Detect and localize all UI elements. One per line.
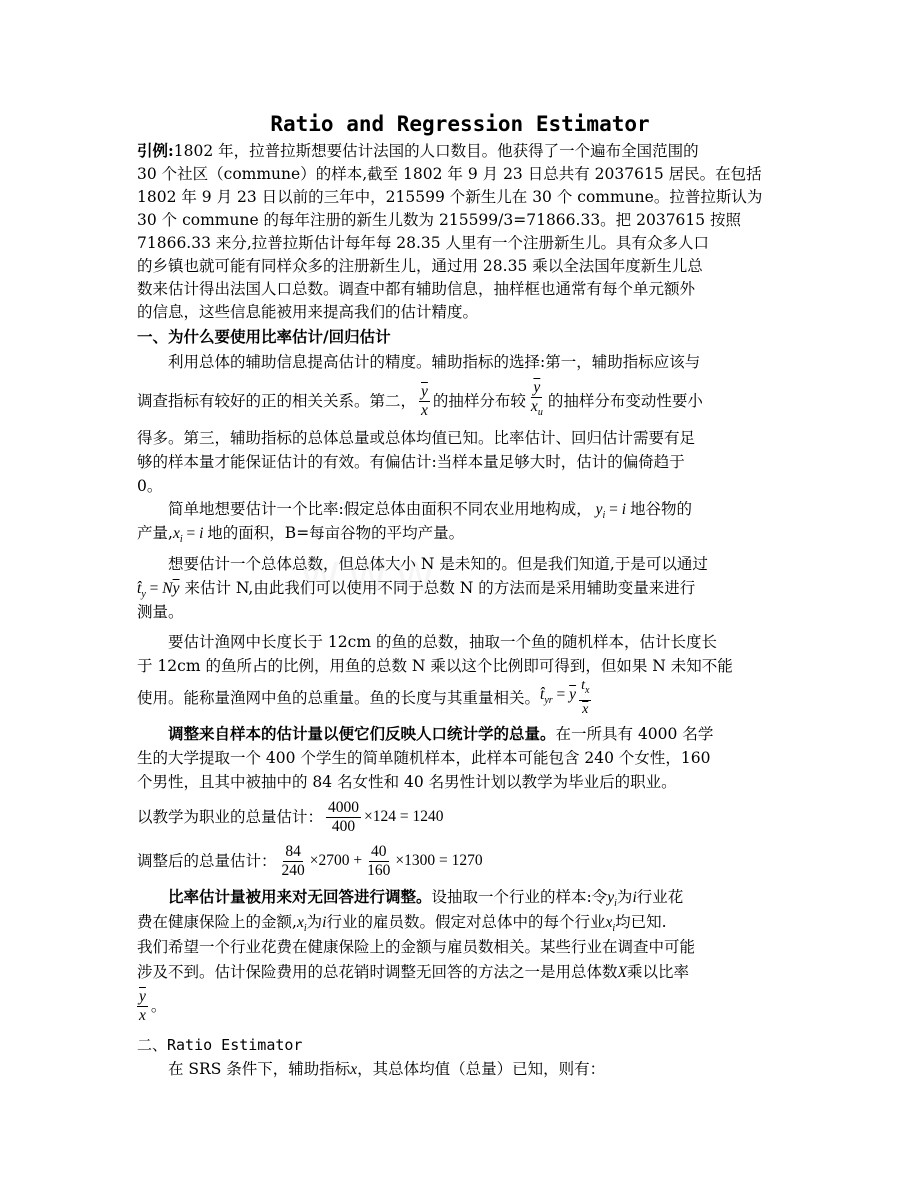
paragraph-line: 0。 bbox=[137, 477, 163, 495]
formula-xi: $x_i = i$ bbox=[172, 525, 204, 546]
document-title: Ratio and Regression Estimator bbox=[270, 112, 650, 136]
paragraph-line: 我们希望一个行业花费在健康保险上的金额与雇员数相关。某些行业在调查中可能 bbox=[137, 938, 696, 956]
ratio-ybar-xbar: $\frac{\overline{y}}{x}$ bbox=[139, 987, 146, 1024]
paragraph-line: $t̂_y = N\overline{y}$ 来估计 N,由此我们可以使用不同于总数 N 的方法而是采用辅助变量来进行 bbox=[137, 579, 696, 601]
paragraph-line: 够的样本量才能保证估计的有效。有偏估计:当样本量足够大时，估计的偏倚趋于 bbox=[137, 453, 685, 471]
paragraph-line: 生的大学提取一个 400 个学生的简单随机样本，此样本可能包含 240 个女性，160 bbox=[137, 749, 711, 767]
ratio-ybar-xbar: $\frac{\overline{y}}{x}$ bbox=[421, 382, 428, 419]
paragraph-line: 要估计渔网中长度长于 12cm 的鱼的总数，抽取一个鱼的随机样本，估计长度长 bbox=[168, 633, 717, 651]
intro-line: 30 个 commune 的每年注册的新生儿数为 215599/3=71866.33。把 2037615 按照 bbox=[137, 211, 742, 229]
paragraph-line: 利用总体的辅助信息提高估计的精度。辅助指标的选择:第一，辅助指标应该与 bbox=[168, 353, 701, 371]
equation-fraction: $\frac{4000}{400}$ bbox=[328, 798, 360, 835]
paragraph-line: 想要估计一个总体总数，但总体大小 N 是未知的。但是我们知道,于是可以通过 bbox=[168, 555, 708, 573]
paragraph-line: 个男性，且其中被抽中的 84 名女性和 40 名男性计划以教学为毕业后的职业。 bbox=[137, 773, 677, 791]
intro-line: 的信息，这些信息能被用来提高我们的估计精度。 bbox=[137, 303, 479, 321]
ratio-ybar-xbar-u: $\frac{\overline{y}}{\overline{x}_u}$ bbox=[530, 379, 543, 419]
intro-line: 的乡镇也就可能有同样众多的注册新生儿，通过用 28.35 乘以全法国年度新生儿总 bbox=[137, 257, 703, 275]
paragraph-line: 费在健康保险上的金额$,x_i$为i行业的雇员数。假定对总体中的每个行业$x_i$均已知. bbox=[137, 913, 667, 935]
paragraph-line: 在 SRS 条件下，辅助指标x，其总体均值（总量）已知，则有： bbox=[168, 1060, 606, 1078]
paragraph-line: 于 12cm 的鱼所占的比例，用鱼的总数 N 乘以这个比例即可得到，但如果 N 未知不能 bbox=[137, 657, 733, 675]
formula-t-hat-yr: $t̂_{yr} = \overline{y}$ bbox=[540, 685, 577, 707]
ratio-tx-x: $\frac{t_x}{x}$ bbox=[581, 678, 590, 717]
equation-line: 调整后的总量估计： $\frac{84}{240}$ ×2700 + $\frac{40}{160}$ ×1300 = 1270 bbox=[137, 842, 483, 879]
paragraph-line: 测量。 bbox=[137, 603, 184, 621]
equation-fraction: $\frac{40}{160}$ bbox=[367, 842, 391, 879]
paragraph-line: 使用。能称量渔网中鱼的总重量。鱼的长度与其重量相关。 $t̂_{yr} = \overline{y}$ $\frac{t_x}{x}$ bbox=[137, 678, 590, 717]
paragraph-line: 产量$,x_i = i$ 地的面积，B=每亩谷物的平均产量。 bbox=[137, 524, 465, 546]
paragraph-line: 得多。第三，辅助指标的总体总量或总体均值已知。比率估计、回归估计需要有足 bbox=[137, 429, 696, 447]
section-heading: 一、为什么要使用比率估计/回归估计 bbox=[137, 327, 391, 346]
formula-yi: $y_i = i$ bbox=[591, 501, 627, 522]
paragraph-line: $\frac{\overline{y}}{x}$ 。 bbox=[139, 987, 167, 1024]
equation-fraction: $\frac{84}{240}$ bbox=[281, 842, 305, 879]
intro-line: 数来估计得出法国人口总数。调查中都有辅助信息，抽样框也通常有每个单元额外 bbox=[137, 280, 696, 298]
paragraph-line: 简单地想要估计一个比率:假定总体由面积不同农业用地构成， $y_i = i$ 地谷物的 bbox=[168, 500, 692, 522]
intro-line: 引例:1802 年，拉普拉斯想要估计法国的人口数目。他获得了一个遍布全国范围的 bbox=[137, 141, 699, 160]
formula-t-hat-y: $t̂_y = N\overline{y}$ bbox=[137, 580, 180, 601]
intro-line: 30 个社区（commune）的样本,截至 1802 年 9 月 23 日总共有 2037615 居民。在包括 bbox=[137, 165, 762, 183]
equation-line: 以教学为职业的总量估计： $\frac{4000}{400}$ ×124 = 1240 bbox=[137, 798, 444, 835]
paragraph-line: 涉及不到。估计保险费用的总花销时调整无回答的方法之一是用总体数X乘以比率 bbox=[137, 963, 689, 981]
paragraph-line: 调查指标有较好的正的相关关系。第二， $\frac{\overline{y}}{x}$ 的抽样分布较 $\frac{\overline{y}}{\overline{x}_u}$ 的抽样分布变动性要小 bbox=[137, 378, 787, 424]
paragraph-line: 调整来自样本的估计量以便它们反映人口统计学的总量。在一所具有 4000 名学 bbox=[168, 724, 714, 743]
section-heading: 二、Ratio Estimator bbox=[137, 1036, 303, 1054]
intro-line: 1802 年 9 月 23 日以前的三年中，215599 个新生儿在 30 个 commune。拉普拉斯认为 bbox=[137, 188, 763, 206]
intro-label: 引例: bbox=[137, 141, 174, 160]
paragraph-line: 比率估计量被用来对无回答进行调整。设抽取一个行业的样本:令$y_i$为i行业花 bbox=[168, 887, 684, 910]
intro-line: 71866.33 来分,拉普拉斯估计每年每 28.35 人里有一个注册新生儿。具有众多人口 bbox=[137, 234, 710, 252]
